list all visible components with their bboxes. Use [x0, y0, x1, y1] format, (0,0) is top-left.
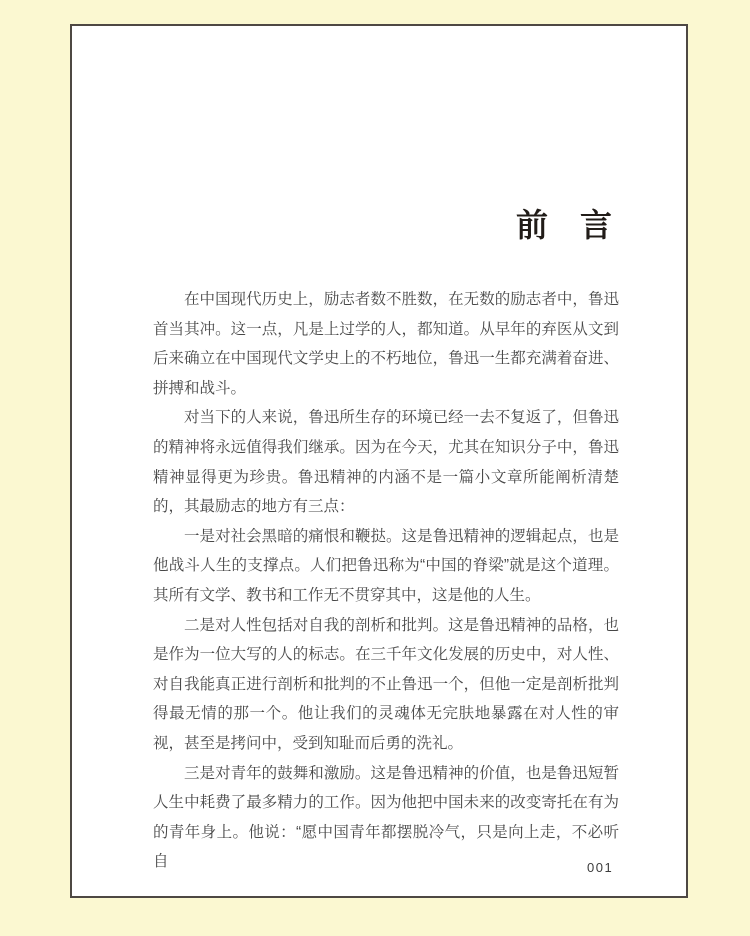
paragraph-3: 一是对社会黑暗的痛恨和鞭挞。这是鲁迅精神的逻辑起点，也是他战斗人生的支撑点。人们把鲁迅称为“中国的脊梁”就是这个道理。其所有文学、教书和工作无不贯穿其中，这是他的人生。	[153, 527, 619, 604]
page-number: 001	[587, 860, 614, 875]
paragraph-4: 二是对人性包括对自我的剖析和批判。这是鲁迅精神的品格，也是作为一位大写的人的标志。在三千年文化发展的历史中，对人性、对自我能真正进行剖析和批判的不止鲁迅一个，但他一定是剖析批判得最无情的那一个。他让我们的灵魂体无完肤地暴露在对人性的审视，甚至是拷问中，受到知耻而后勇的洗礼。	[153, 616, 619, 752]
paragraph-2: 对当下的人来说，鲁迅所生存的环境已经一去不复返了，但鲁迅的精神将永远值得我们继承。因为在今天，尤其在知识分子中，鲁迅精神显得更为珍贵。鲁迅精神的内涵不是一篇小文章所能阐析清楚的，其最励志的地方有三点：	[153, 409, 619, 516]
page-title: 前 言	[515, 207, 612, 243]
book-page	[70, 24, 688, 898]
preface-body	[153, 285, 619, 877]
paragraph-5: 三是对青年的鼓舞和激励。这是鲁迅精神的价值，也是鲁迅短暂人生中耗费了最多精力的工作。因为他把中国未来的改变寄托在有为的青年身上。他说：“愿中国青年都摆脱冷气，只是向上走，不必听自	[153, 764, 619, 871]
paragraph-1: 在中国现代历史上，励志者数不胜数，在无数的励志者中，鲁迅首当其冲。这一点，凡是上过学的人，都知道。从早年的弃医从文到后来确立在中国现代文学史上的不朽地位，鲁迅一生都充满着奋进、拼搏和战斗。	[153, 291, 619, 397]
